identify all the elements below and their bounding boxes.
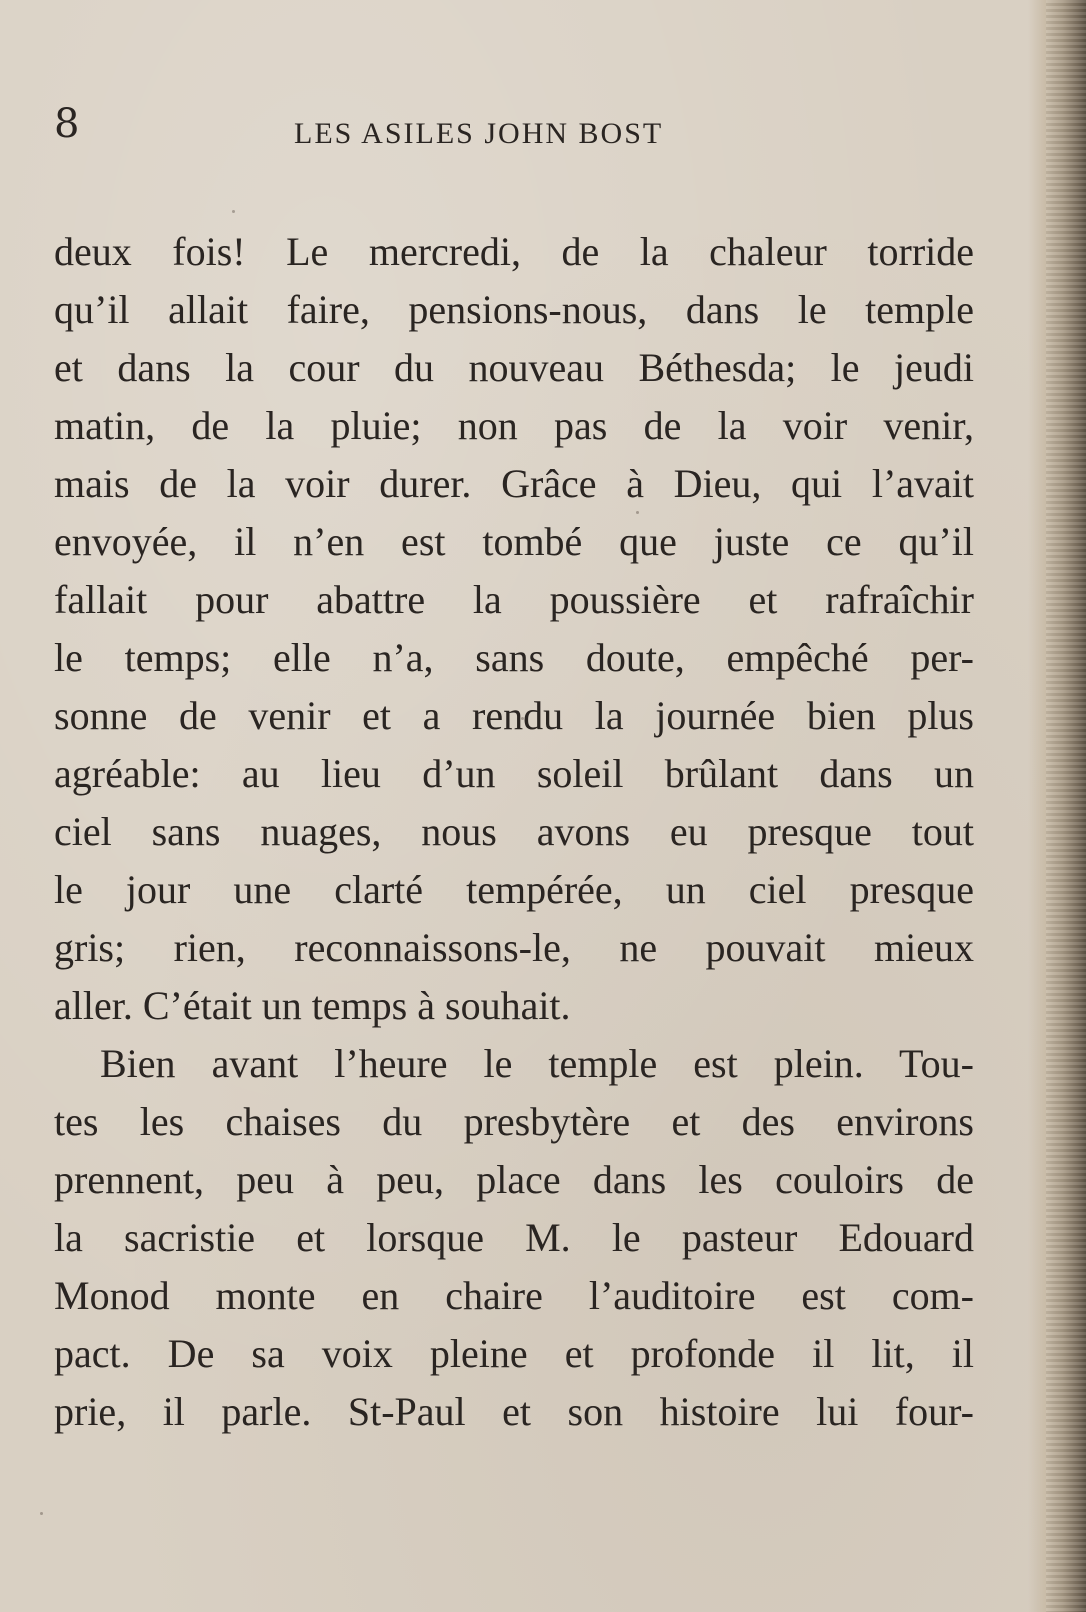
paper-speck: [40, 1512, 43, 1515]
text-line: le temps; elle n’a, sans doute, empêché per-: [54, 635, 974, 680]
paragraph-end-line: aller. C’était un temps à souhait.: [54, 983, 571, 1028]
text-line: fallait pour abattre la poussière et rafraîchir: [54, 577, 974, 622]
text-line: sonne de venir et a rendu la journée bien plus: [54, 693, 974, 738]
text-line: prie, il parle. St-Paul et son histoire lui four-: [54, 1389, 974, 1434]
text-line: le jour une clarté tempérée, un ciel presque: [54, 867, 974, 912]
text-line: envoyée, il n’en est tombé que juste ce qu’il: [54, 519, 974, 564]
text-line: ciel sans nuages, nous avons eu presque tout: [54, 809, 974, 854]
text-line: et dans la cour du nouveau Béthesda; le jeudi: [54, 345, 974, 390]
text-line: matin, de la pluie; non pas de la voir venir,: [54, 403, 974, 448]
text-line: agréable: au lieu d’un soleil brûlant dans un: [54, 751, 974, 796]
paper-speck: [232, 210, 235, 213]
text-line: Monod monte en chaire l’auditoire est com-: [54, 1273, 974, 1318]
text-line: tes les chaises du presbytère et des environs: [54, 1099, 974, 1144]
running-title: LES ASILES JOHN BOST: [294, 117, 664, 150]
text-line: deux fois! Le mercredi, de la chaleur torride: [54, 229, 974, 274]
text-line: gris; rien, reconnaissons-le, ne pouvait mieux: [54, 925, 974, 970]
text-line: prennent, peu à peu, place dans les couloirs de: [54, 1157, 974, 1202]
body-text: [54, 223, 974, 1441]
paragraph-start-line: Bien avant l’heure le temple est plein. Tou-: [100, 1041, 974, 1086]
page-edge-texture: [1046, 0, 1086, 1612]
text-line: pact. De sa voix pleine et profonde il lit, il: [54, 1331, 974, 1376]
text-line: la sacristie et lorsque M. le pasteur Edouard: [54, 1215, 974, 1260]
page-header: [54, 100, 974, 160]
page-number: 8: [54, 101, 80, 147]
text-line: qu’il allait faire, pensions-nous, dans le temple: [54, 287, 974, 332]
text-line: mais de la voir durer. Grâce à Dieu, qui l’avait: [54, 461, 974, 506]
